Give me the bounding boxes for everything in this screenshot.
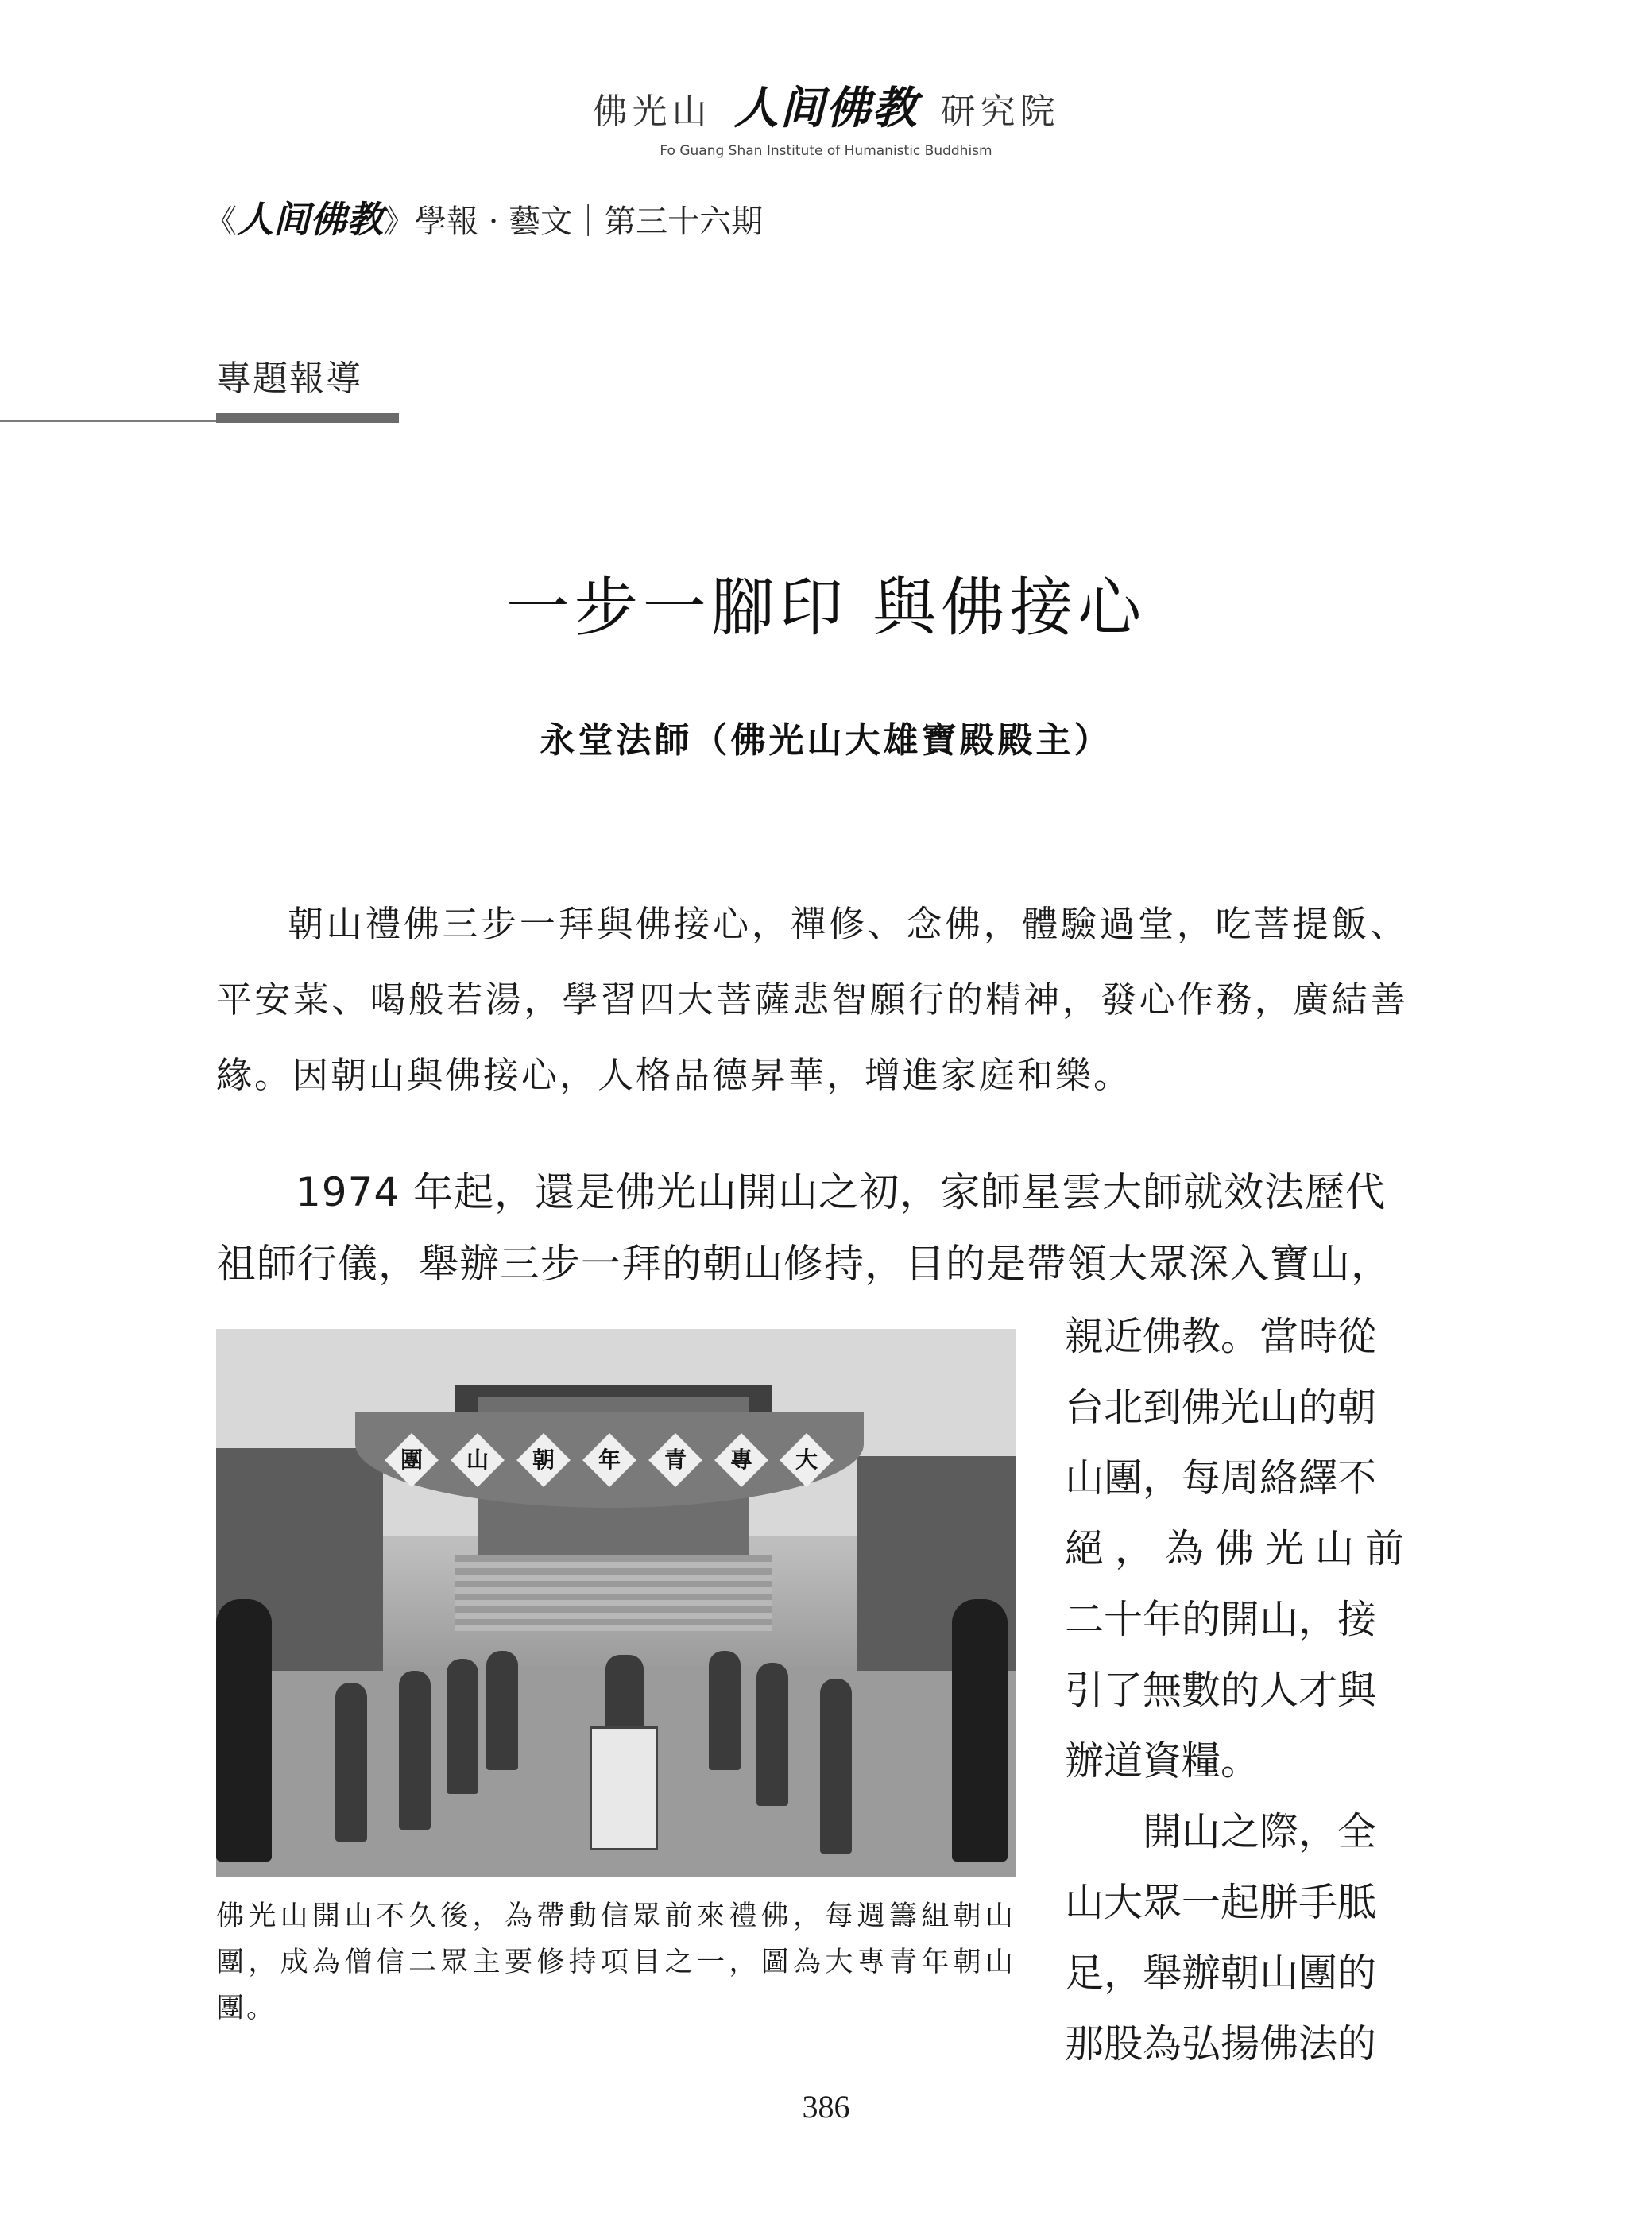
article-paragraph-2: 1974 年起，還是佛光山開山之初，家師星雲大師就效法歷代祖師行儀，舉辦三步一拜的朝山修持，目的是帶領大眾深入寶山，: [216, 1169, 1391, 1287]
side-line: 台北到佛光山的朝: [1065, 1385, 1377, 1430]
photo-person: [820, 1679, 852, 1854]
photo-stairs: [455, 1555, 772, 1631]
photo-hand-flag: [590, 1726, 658, 1850]
banner-char: 山: [451, 1433, 505, 1487]
side-line: 親近佛教。當時從: [1065, 1314, 1377, 1359]
journal-brand: 人间佛教: [237, 198, 383, 241]
banner-char: 青: [648, 1433, 702, 1487]
article-paragraph-1: 朝山禮佛三步一拜與佛接心，禪修、念佛，體驗過堂，吃菩提飯、平安菜、喝般若湯，學習四大菩薩悲智願行的精神，發心作務，廣結善緣。因朝山與佛接心，人格品德昇華，增進家庭和樂。: [216, 903, 1408, 1096]
banner-char: 朝: [516, 1433, 571, 1487]
photo-person: [486, 1651, 518, 1770]
article-byline: 永堂法師（佛光山大雄寶殿殿主）: [540, 720, 1112, 761]
side-line: 山大眾一起胼手胝: [1065, 1880, 1377, 1925]
article-title: 一步一腳印 與佛接心: [505, 571, 1147, 645]
side-line: 足，舉辦朝山團的: [1065, 1951, 1377, 1996]
journal-issue: 》學報 · 藝文｜第三十六期: [383, 203, 764, 240]
photo-person: [335, 1683, 367, 1842]
side-line: 開山之際，全: [1143, 1809, 1377, 1854]
banner-char: 大: [780, 1433, 834, 1487]
side-column-text: [1065, 1301, 1416, 2079]
side-line: 辦道資糧。: [1065, 1738, 1260, 1784]
institute-header: [0, 73, 1652, 159]
photo-person: [399, 1671, 431, 1830]
article-photo: [216, 1329, 1016, 1877]
institute-name-right: 研究院: [940, 91, 1060, 132]
institute-name-left: 佛光山: [592, 91, 712, 132]
side-line: 二十年的開山，接: [1065, 1597, 1377, 1642]
section-label: 專題報導: [216, 358, 362, 399]
institute-title: [0, 73, 1652, 137]
page-number: 386: [802, 2089, 850, 2125]
photo-monk-left: [216, 1599, 272, 1862]
side-line: 引了無數的人才與: [1065, 1668, 1377, 1713]
banner-char: 團: [385, 1433, 439, 1487]
journal-running-head: [205, 191, 763, 243]
photo-monk-right: [952, 1599, 1008, 1862]
banner-char: 年: [582, 1433, 636, 1487]
photo-person: [447, 1659, 478, 1794]
banner-char: 專: [714, 1433, 768, 1487]
journal-open-bracket: 《: [205, 203, 237, 240]
side-line: 那股為弘揚佛法的: [1065, 2021, 1377, 2067]
institute-brand-logo: 人间佛教: [733, 82, 919, 134]
photo-person: [709, 1651, 741, 1770]
side-line: 絕，為佛光山前: [1065, 1526, 1416, 1571]
side-line: 山團，每周絡繹不: [1065, 1455, 1377, 1501]
institute-english-name: Fo Guang Shan Institute of Humanistic Buddhism: [660, 143, 992, 159]
photo-caption: 佛光山開山不久後，為帶動信眾前來禮佛，每週籌組朝山團，成為僧信二眾主要修持項目之一，圖為大專青年朝山團。: [216, 1900, 1016, 2024]
photo-person: [756, 1663, 788, 1806]
section-rule-accent: [216, 413, 399, 423]
